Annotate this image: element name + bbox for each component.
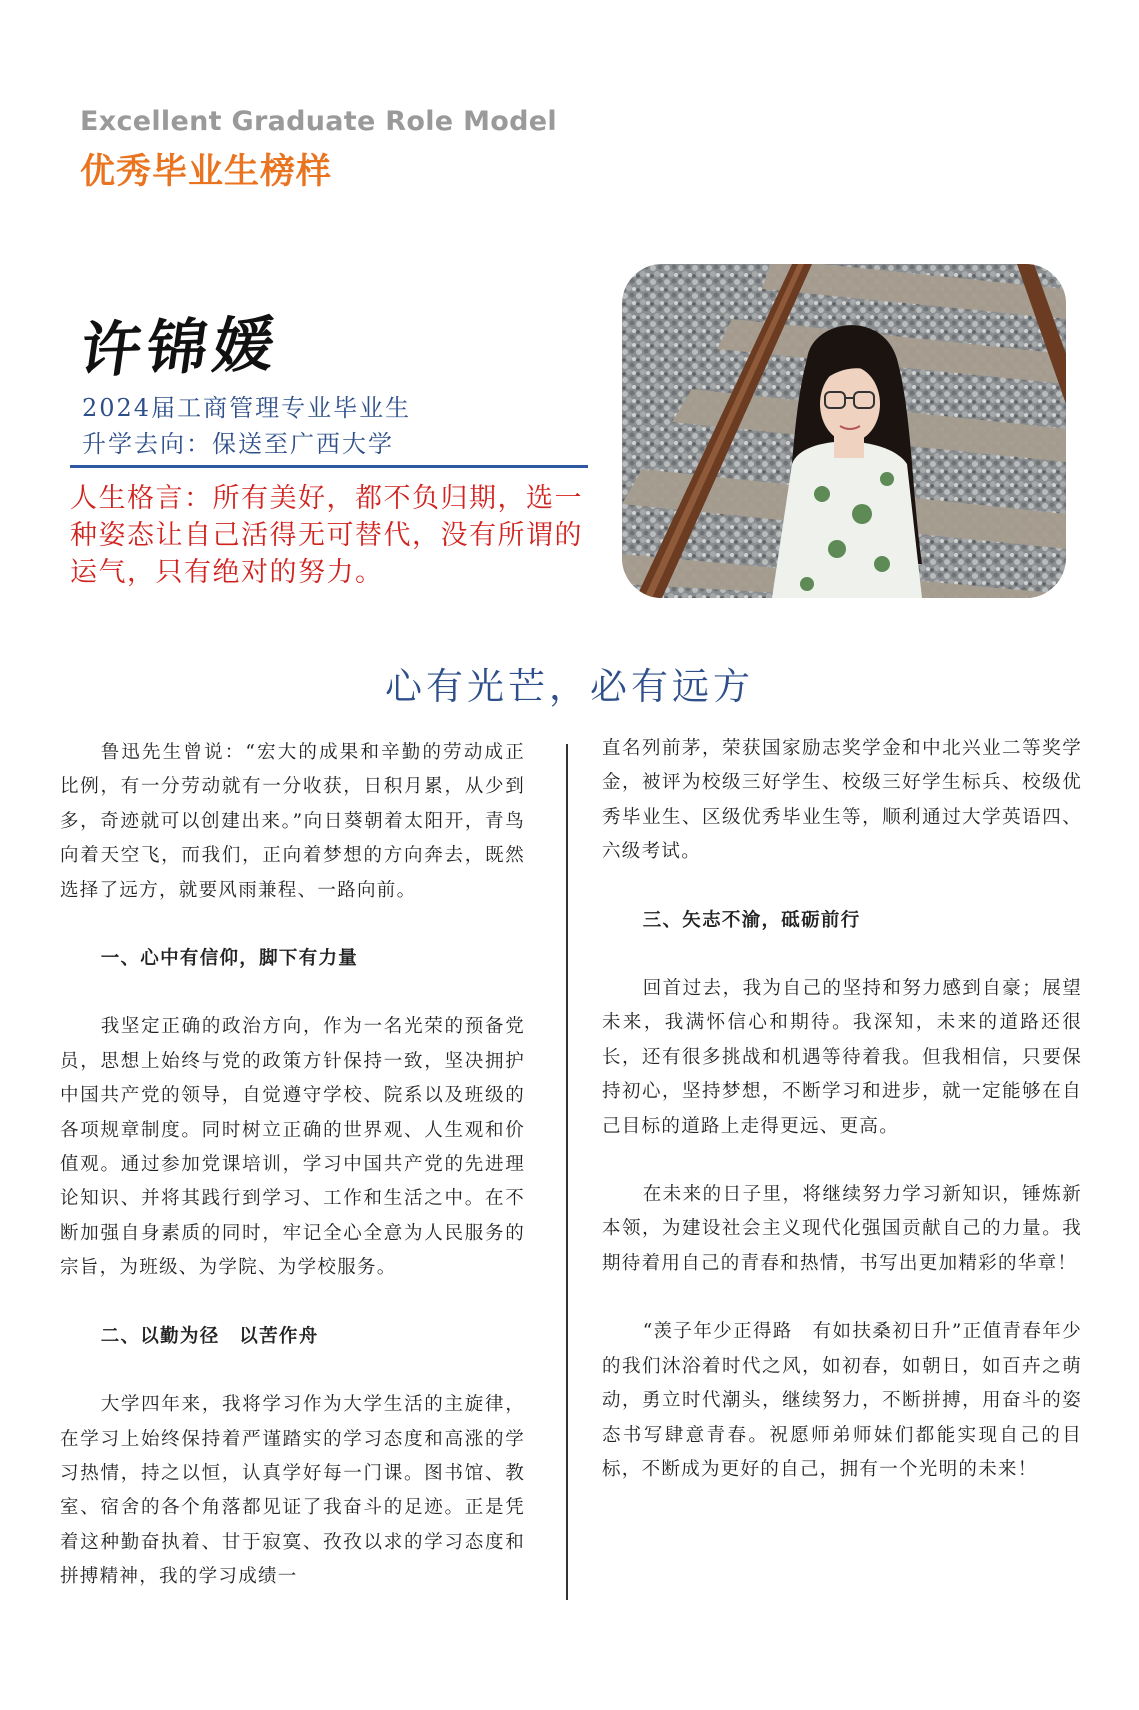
divider-rule (70, 465, 588, 468)
graduate-major: 2024届工商管理专业毕业生 (82, 394, 412, 422)
section2-heading: 二、以勤为径 以苦作舟 (100, 1325, 319, 1347)
column-divider (566, 744, 568, 1600)
section3-heading: 三、矢志不渝，砥砺前行 (642, 909, 861, 931)
section1-heading: 一、心中有信仰，脚下有力量 (100, 948, 359, 970)
portrait-photo (622, 264, 1066, 598)
graduate-destination: 升学去向：保送至广西大学 (82, 430, 394, 458)
closing-paragraph: “羡子年少正得路 有如扶桑初日升”正值青春年少的我们沐浴着时代之风，如初春，如朝日，如百卉之萌动，勇立时代潮头，继续努力，不断拼搏，用奋斗的姿态书写肆意青春。祝愿师弟师妹们都能实现自己的目标，不断成为更好的自己，拥有一个光明的未来！ (602, 1321, 1082, 1480)
section2-paragraph-continued: 直名列前茅，荣获国家励志奖学金和中北兴业二等奖学金，被评为校级三好学生、校级三好学生标兵、校级优秀毕业生、区级优秀毕业生等，顺利通过大学英语四、六级考试。 (602, 738, 1082, 863)
english-title: Excellent Graduate Role Model (80, 106, 557, 137)
section1-paragraph: 我坚定正确的政治方向，作为一名光荣的预备党员，思想上始终与党的政策方针保持一致，坚决拥护中国共产党的领导，自觉遵守学校、院系以及班级的各项规章制度。同时树立正确的世界观、人生观和价值观。通过参加党课培训，学习中国共产党的先进理论知识、并将其践行到学习、工作和生活之中。在不断加强自身素质的同时，牢记全心全意为人民服务的宗旨，为班级、为学院、为学校服务。 (60, 1016, 525, 1279)
left-column (60, 736, 525, 1595)
section2-paragraph: 大学四年来，我将学习作为大学生活的主旋律，在学习上始终保持着严谨踏实的学习态度和高涨的学习热情，持之以恒，认真学好每一门课。图书馆、教室、宿舍的各个角落都见证了我奋斗的足迹。正是凭着这种勤奋执着、甘于寂寞、孜孜以求的学习态度和拼搏精神，我的学习成绩一 (60, 1394, 525, 1588)
chinese-title: 优秀毕业生榜样 (80, 152, 333, 192)
life-motto: 人生格言：所有美好，都不负归期，选一种姿态让自己活得无可替代，没有所谓的运气，只有绝对的努力。 (70, 483, 583, 588)
section3-paragraph: 回首过去，我为自己的坚持和努力感到自豪；展望未来，我满怀信心和期待。我深知，未来的道路还很长，还有很多挑战和机遇等待着我。但我相信，只要保持初心，坚持梦想，不断学习和进步，就一定能够在自己目标的道路上走得更远、更高。 (602, 978, 1082, 1137)
right-column (602, 732, 1082, 1487)
future-paragraph: 在未来的日子里，将继续努力学习新知识，锤炼新本领，为建设社会主义现代化强国贡献自己的力量。我期待着用自己的青春和热情，书写出更加精彩的华章！ (602, 1184, 1082, 1274)
graduate-name: 许锦媛 (75, 309, 285, 387)
article-headline: 心有光芒，必有远方 (385, 665, 754, 708)
intro-paragraph: 鲁迅先生曾说：“宏大的成果和辛勤的劳动成正比例，有一分劳动就有一分收获，日积月累，从少到多，奇迹就可以创建出来。”向日葵朝着太阳开，青鸟向着天空飞，而我们，正向着梦想的方向奔去，既然选择了远方，就要风雨兼程、一路向前。 (60, 742, 525, 901)
